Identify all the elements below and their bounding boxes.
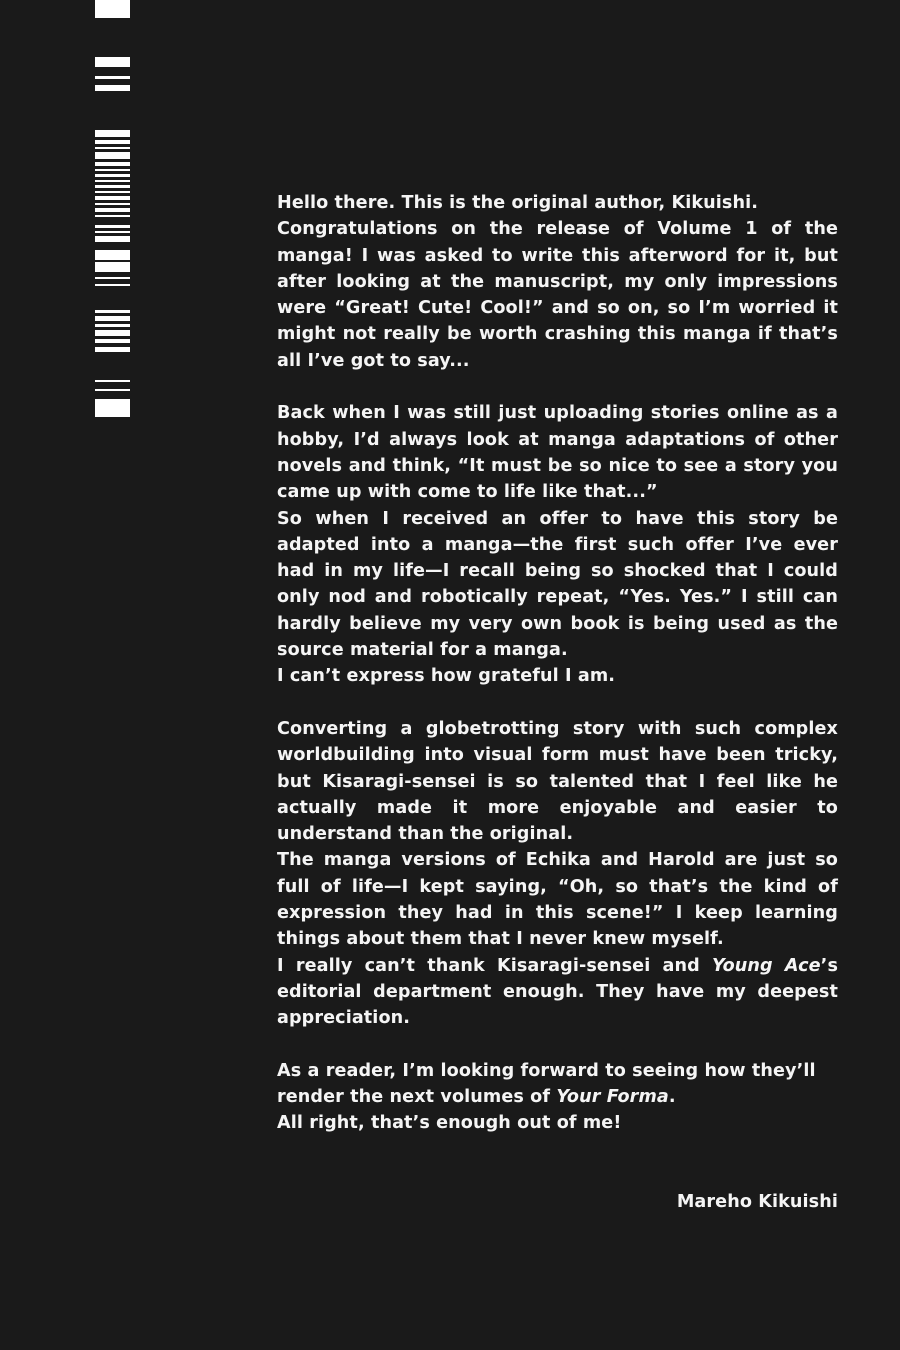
barcode-graphic: [95, 0, 130, 420]
series-title: Your Forma: [556, 1087, 669, 1108]
paragraph-line: Congratulations on the release of Volume 1 of the manga! I was asked to write this afterword for it, but after looking at the manuscript, my only impressions were “Great! Cute! Cool!” and so on, so I’m worried it might not really be worth crashing this manga if that’s all I’ve got to say...: [277, 219, 838, 371]
text-span: ’s editorial department enough. They have my deepest appreciation.: [277, 955, 839, 1029]
afterword-text: [277, 190, 838, 1216]
paragraph-line: So when I received an offer to have this story be adapted into a manga—the first such offer I’ve ever had in my life—I recall being so shocked that I could only nod and robotically repeat, “Yes. Yes.” I still can hardly believe my very own book is being used as the source material for a manga.: [277, 508, 838, 661]
paragraph-line: Back when I was still just uploading stories online as a hobby, I’d always look at manga adaptations of other novels and think, “It must be so nice to see a story you came up with come to life like that...”: [277, 403, 838, 503]
paragraph-line: The manga versions of Echika and Harold are just so full of life—I kept saying, “Oh, so that’s the kind of expression they had in this scene!” I keep learning things about them that I never knew myself.: [277, 850, 838, 950]
paragraph-line: [277, 1058, 838, 1111]
paragraph-line: [277, 953, 838, 1032]
author-signature: Mareho Kikuishi: [676, 1192, 838, 1213]
paragraph-line: All right, that’s enough out of me!: [277, 1113, 622, 1134]
text-span: As a reader, I’m looking forward to seeing how they’ll render the next volumes of: [277, 1060, 816, 1108]
barcode-decoration: [95, 0, 130, 420]
paragraph-gap: [277, 690, 838, 716]
paragraph-gap: [277, 1032, 838, 1058]
paragraph-line: Hello there. This is the original author, Kikuishi.: [277, 193, 759, 213]
magazine-title: Young Ace: [712, 955, 821, 976]
paragraph-gap: [277, 374, 838, 400]
paragraph-line: I can’t express how grateful I am.: [277, 666, 616, 687]
text-span: I really can’t thank Kisaragi-sensei and: [277, 955, 713, 976]
text-span: .: [668, 1087, 676, 1108]
paragraph-line: Converting a globetrotting story with such complex worldbuilding into visual form must have been tricky, but Kisaragi-sensei is so talented that I feel like he actually made it more enjoyable and easier to understand than the original.: [277, 718, 838, 845]
